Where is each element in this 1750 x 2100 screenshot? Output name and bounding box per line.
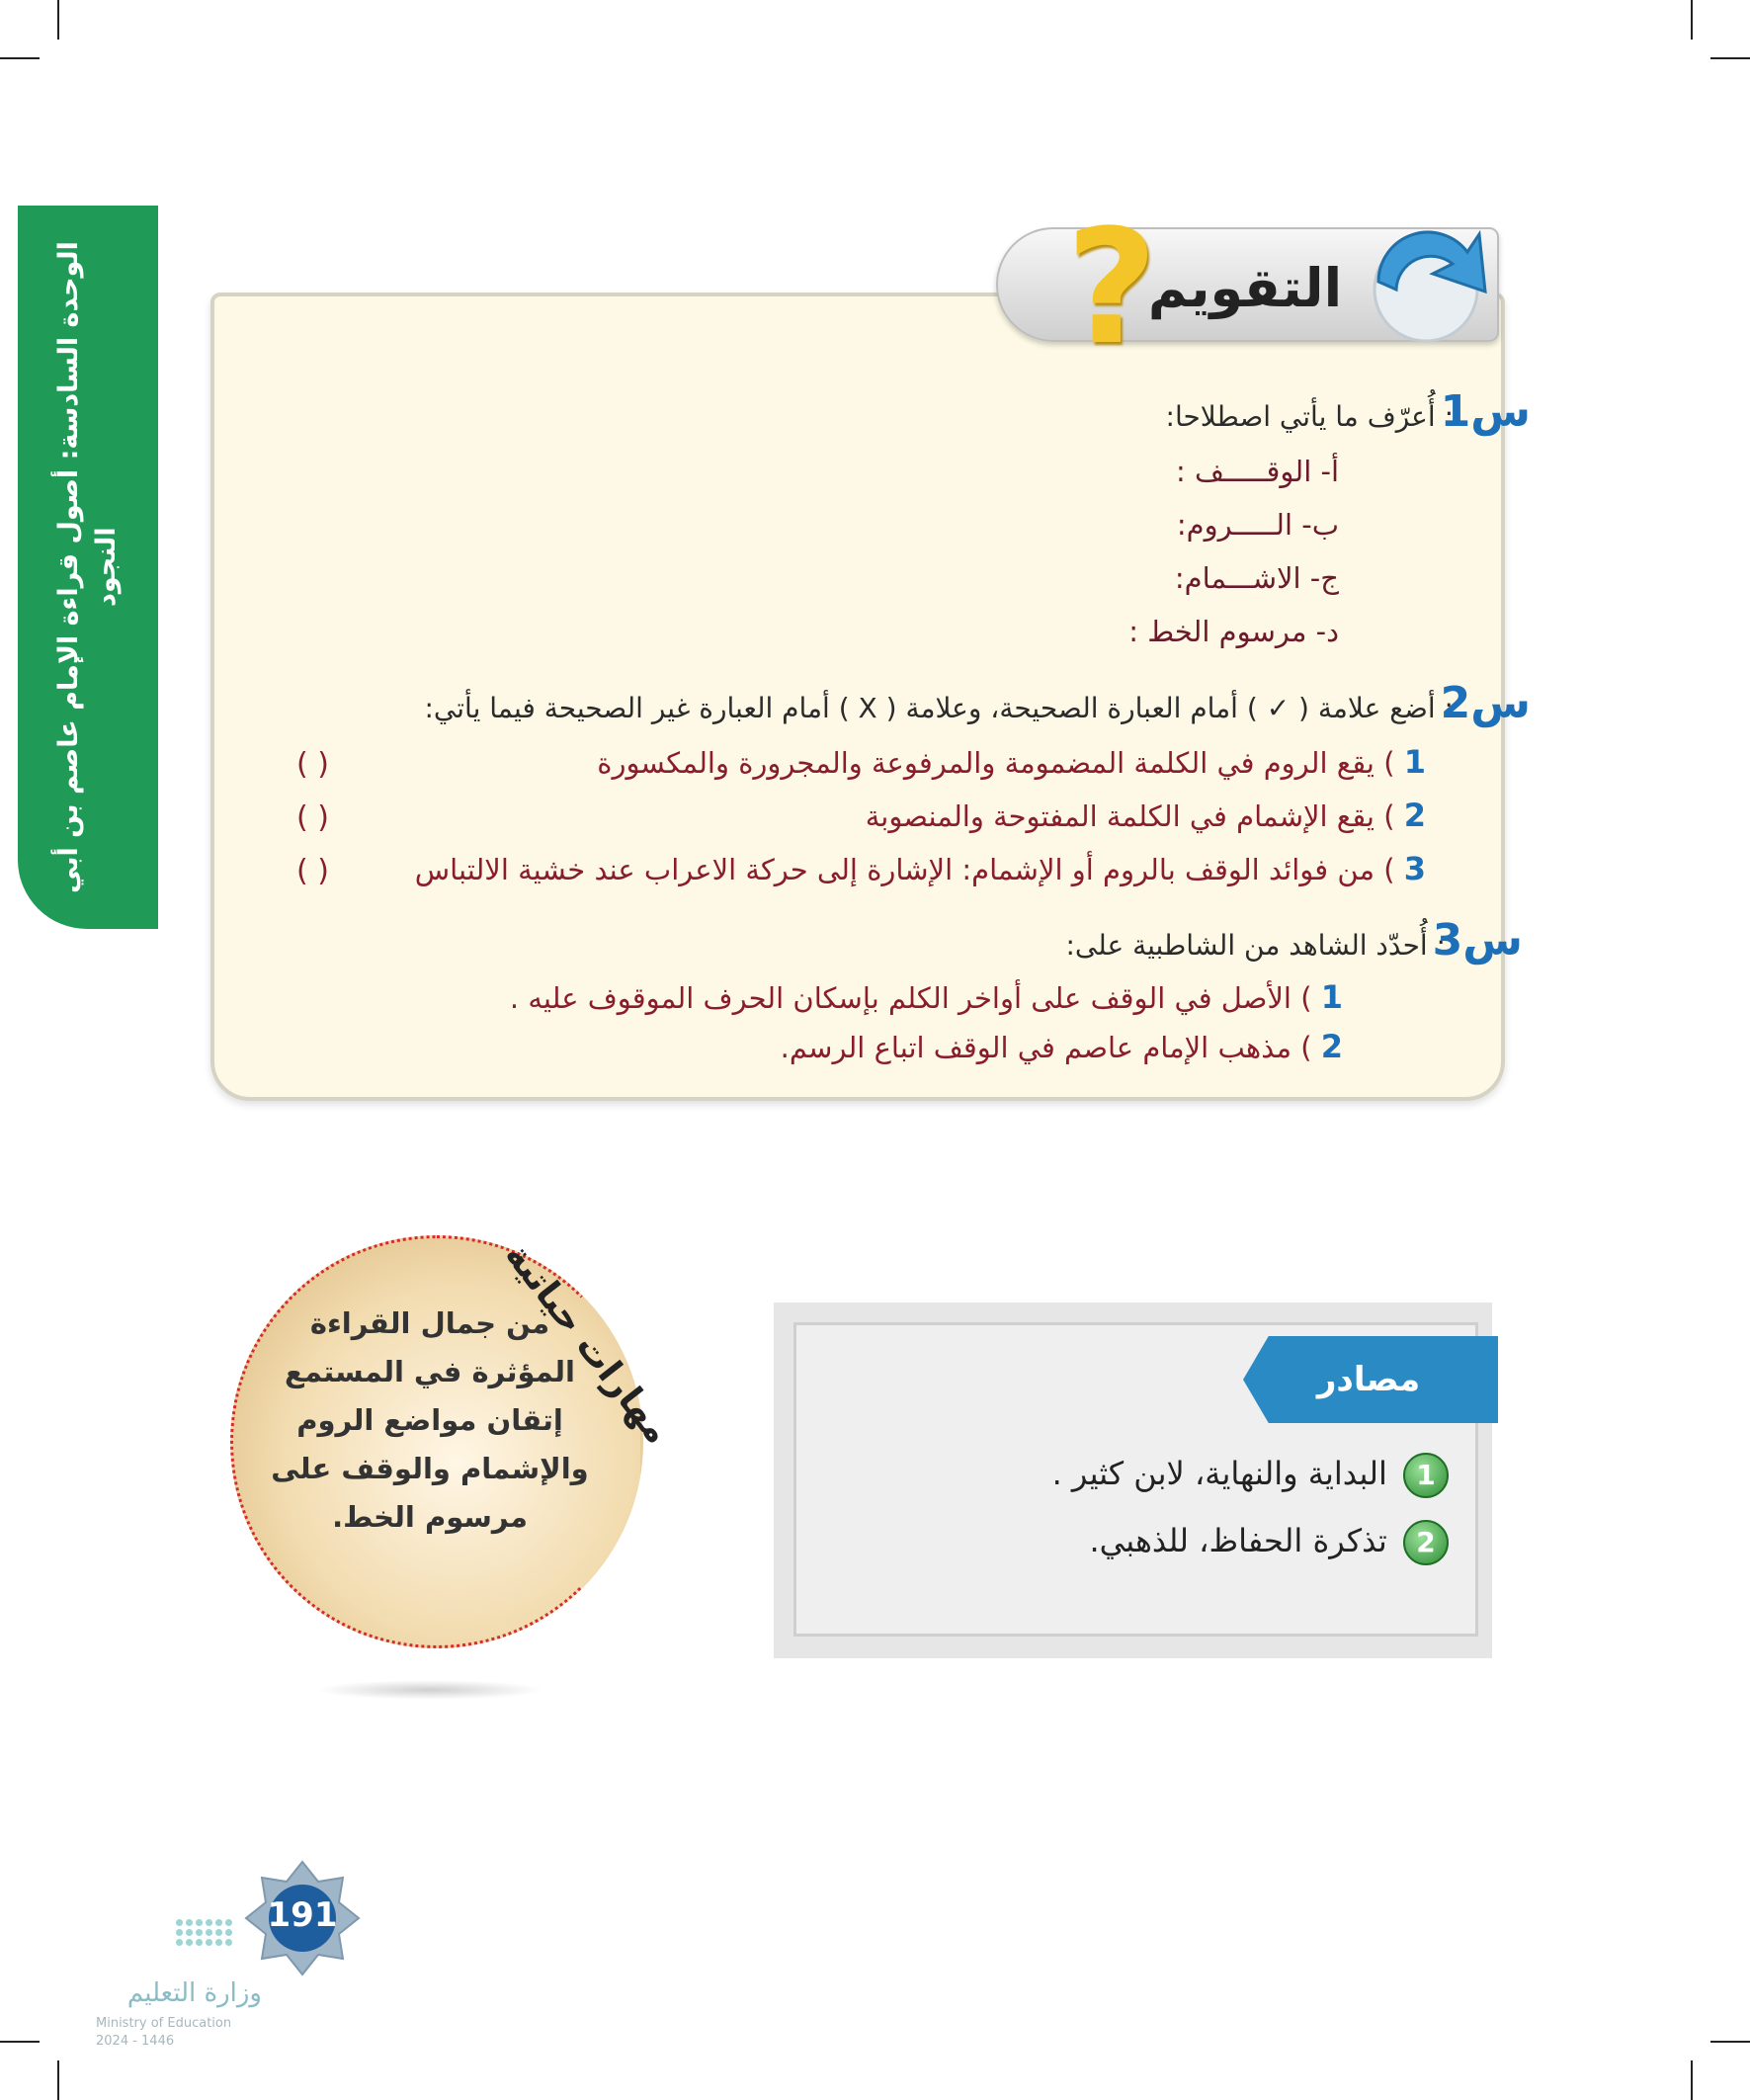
q3-item: 2 ) مذهب الإمام عاصم في الوقف اتباع الرسم. [780, 1028, 1343, 1065]
q1-item: ج- الاشـــمام: [1174, 561, 1339, 595]
crop-mark [1710, 2041, 1750, 2043]
bullet-number-icon: 1 [1403, 1453, 1449, 1498]
crop-mark [57, 0, 59, 40]
question-number: س2 [1440, 678, 1531, 728]
answer-blank[interactable]: ( ) [296, 854, 329, 888]
question-number: س1 [1440, 386, 1531, 437]
crop-mark [0, 2041, 40, 2043]
question-mark-icon: ? [1065, 195, 1158, 379]
life-skills-text: من جمال القراءة المؤثرة في المستمع إتقان مواضع الروم والإشمام والوقف على مرسوم الخط. [271, 1306, 589, 1534]
crop-mark [1710, 57, 1750, 59]
refresh-arrow-icon [1359, 212, 1492, 351]
q1-item: د- مرسوم الخط : [1128, 615, 1339, 648]
question-3 [1065, 915, 1523, 966]
unit-side-tab [18, 206, 158, 929]
ministry-logo-icon [94, 1978, 262, 2087]
unit-title: الوحدة السادسة: أصول قراءة الإمام عاصم بن أبي النجود [53, 241, 122, 893]
question-prompt: : أضع علامة ( ✓ ) أمام العبارة الصحيحة، وعلامة ( X ) أمام العبارة غير الصحيحة فيما يأتي: [424, 692, 1454, 724]
crop-mark [1691, 2060, 1693, 2100]
circle-shadow [316, 1680, 543, 1700]
crop-mark [1691, 0, 1693, 40]
evaluation-title: التقويم [1147, 257, 1343, 319]
page-number: 191 [267, 1895, 338, 1935]
question-2 [424, 678, 1531, 728]
question-number: س3 [1432, 915, 1523, 966]
q3-item: 1 ) الأصل في الوقف على أواخر الكلم بإسكان الحرف الموقوف عليه . [509, 978, 1343, 1016]
year-label: 2024 - 1446 [96, 2034, 175, 2049]
question-prompt: : أُعرّف ما يأتي اصطلاحا: [1165, 400, 1454, 433]
answer-blank[interactable]: ( ) [296, 747, 329, 782]
ministry-name-ar: وزارة التعليم [126, 1978, 262, 2008]
q2-statement: 3 ) من فوائد الوقف بالروم أو الإشمام: الإشارة إلى حركة الاعراب عند خشية الالتباس [414, 850, 1426, 887]
question-1 [1165, 386, 1531, 437]
life-skills-label: مهارات حياتية [496, 1235, 679, 1452]
source-item: 2 تذكرة الحفاظ، للذهبي. [1089, 1520, 1449, 1565]
sources-title: مصادر [1316, 1360, 1421, 1399]
bullet-number-icon: 2 [1403, 1520, 1449, 1565]
q1-item: أ- الوقـــــف : [1176, 455, 1339, 488]
crop-mark [0, 57, 40, 59]
logo-dots [173, 1919, 232, 1969]
question-prompt: : أُحدّد الشاهد من الشاطبية على: [1065, 929, 1446, 962]
answer-blank[interactable]: ( ) [296, 800, 329, 835]
q1-item: ب- الـــــروم: [1176, 508, 1339, 542]
source-item: 1 البداية والنهاية، لابن كثير . [1052, 1453, 1449, 1498]
ministry-name-en: Ministry of Education [96, 2016, 232, 2031]
q2-statement: 1 ) يقع الروم في الكلمة المضمومة والمرفوعة والمجرورة والمكسورة [597, 743, 1426, 781]
q2-statement: 2 ) يقع الإشمام في الكلمة المفتوحة والمنصوبة [865, 797, 1426, 834]
crop-mark [57, 2060, 59, 2100]
